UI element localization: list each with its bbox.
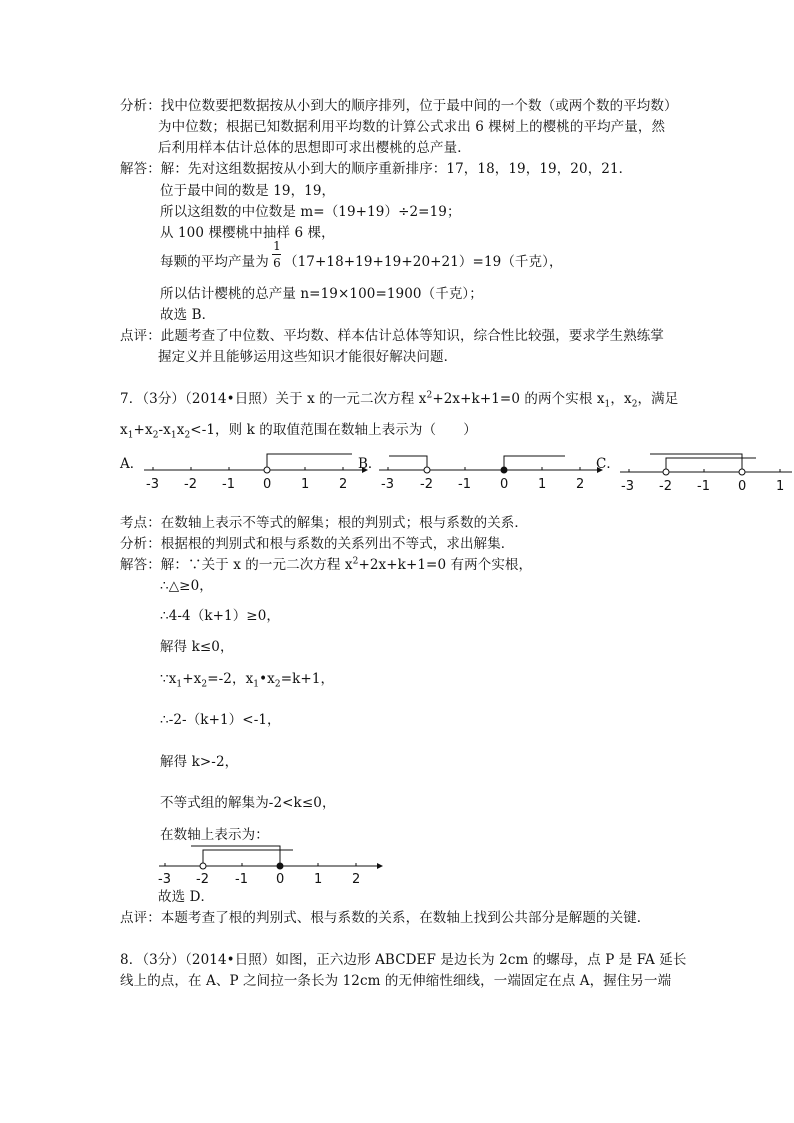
q7-step-7: 不等式组的解集为-2<k≤0， [160, 795, 336, 811]
q7-step-3: 解得 k≤0， [160, 639, 234, 655]
option-a-number-line[interactable] [140, 448, 370, 492]
analysis-line-2: 为中位数；根据已知数据利用平均数的计算公式求出 6 棵树上的樱桃的平均产量，然 [158, 119, 666, 135]
option-a-tick: 2 [339, 477, 348, 492]
option-c-label[interactable]: C． [596, 456, 620, 472]
q7-condition: $x_1+x_2-x_1x_2<-1$，则 k 的取值范围在数轴上表示为（ ） [120, 422, 477, 441]
q7-review: 点评：本题考查了根的判别式、根与系数的关系，在数轴上找到公共部分是解题的关键． [120, 910, 651, 926]
analysis-line-1: 分析：找中位数要把数据按从小到大的顺序排列，位于最中间的一个数（或两个数的平均数） [120, 98, 678, 114]
average-prefix: 每颗的平均产量为 [160, 254, 269, 270]
option-a-tick: -1 [222, 477, 235, 492]
q7-analysis: 分析：根据根的判别式和根与系数的关系列出不等式，求出解集． [120, 536, 515, 552]
answer-tick: 0 [276, 872, 285, 887]
answer-tick: 2 [352, 872, 361, 887]
option-b-tick: 0 [500, 477, 509, 492]
option-b-tick: 1 [538, 477, 547, 492]
q7-key-point: 考点：在数轴上表示不等式的解集；根的判别式；根与系数的关系． [120, 515, 528, 531]
q7-step-6: 解得 k>-2， [160, 754, 239, 770]
answer-tick: -2 [196, 872, 209, 887]
option-b-number-line[interactable] [375, 448, 605, 492]
q7-step-8: 在数轴上表示为： [160, 827, 269, 843]
option-b-label[interactable]: B． [358, 456, 382, 472]
option-a-tick: 0 [263, 477, 272, 492]
solution-line-1: 解答：解：先对这组数据按从小到大的顺序重新排序：17，18，19，19，20，21． [120, 161, 633, 177]
answer-number-line [155, 845, 385, 887]
answer-tick: 1 [314, 872, 323, 887]
option-a-tick: 1 [301, 477, 310, 492]
fraction-denominator: 6 [273, 256, 281, 270]
solution-line-2: 位于最中间的数是 19，19， [160, 183, 336, 199]
option-a-tick: -3 [146, 477, 159, 492]
option-c-tick: 1 [776, 479, 785, 494]
answer-tick: -3 [158, 872, 171, 887]
answer-tick: -1 [235, 872, 248, 887]
option-b-tick: -3 [381, 477, 394, 492]
q7-answer: 故选 D． [158, 889, 215, 905]
option-c-tick: -2 [659, 479, 672, 494]
option-a-tick: -2 [184, 477, 197, 492]
solution-line-7: 故选 B． [160, 307, 216, 323]
fraction-numerator: 1 [273, 239, 281, 253]
q7-solution-intro: 解答：解：∵关于 x 的一元二次方程 $x^2+2x+k+1=0$ 有两个实根， [120, 556, 533, 573]
q7-step-4: $\because x_1+x_2=-2$，$x_1•x_2=k+1$， [160, 671, 335, 690]
q7-step-5: ∴-2-（k+1）<-1， [160, 712, 281, 728]
option-c-tick: -3 [621, 479, 634, 494]
option-b-tick: 2 [576, 477, 585, 492]
fraction-bar [272, 254, 281, 255]
q7-step-2: ∴4-4（k+1）≥0， [160, 608, 281, 624]
option-c-tick: -1 [697, 479, 710, 494]
option-c-tick: 0 [738, 479, 747, 494]
q8-line-1: 8．（3分）（2014•日照）如图，正六边形 ABCDEF 是边长为 2cm 的螺母，点 P 是 FA 延长 [120, 952, 687, 968]
review-line-2: 握定义并且能够运用这些知识才能很好解决问题． [158, 349, 458, 365]
q7-stem: 7．（3分）（2014•日照）关于 x 的一元二次方程 $x^2+2x+k+1=0$ 的两个实根 $x_1$，$x_2$，满足 [120, 390, 679, 410]
solution-line-4: 从 100 棵樱桃中抽样 6 棵， [160, 225, 335, 241]
solution-line-3: 所以这组数的中位数是 m=（19+19）÷2=19； [160, 204, 461, 220]
q8-line-2: 线上的点，在 A、P 之间拉一条长为 12cm 的无伸缩性细线，一端固定在点 A，握住另一端 [120, 973, 672, 989]
q7-step-1: ∴△≥0， [160, 578, 213, 594]
option-c-number-line[interactable] [616, 450, 794, 494]
analysis-line-3: 后利用样本估计总体的思想即可求出樱桃的总产量． [158, 140, 471, 156]
option-b-tick: -2 [420, 477, 433, 492]
review-line-1: 点评：此题考查了中位数、平均数、样本估计总体等知识，综合性比较强，要求学生熟练掌 [120, 328, 664, 344]
option-a-label[interactable]: A． [120, 456, 144, 472]
option-b-tick: -1 [458, 477, 471, 492]
solution-line-6: 所以估计樱桃的总产量 n=19×100=1900（千克）； [160, 286, 483, 302]
average-suffix: （17+18+19+19+20+21）=19（千克）， [284, 254, 563, 270]
